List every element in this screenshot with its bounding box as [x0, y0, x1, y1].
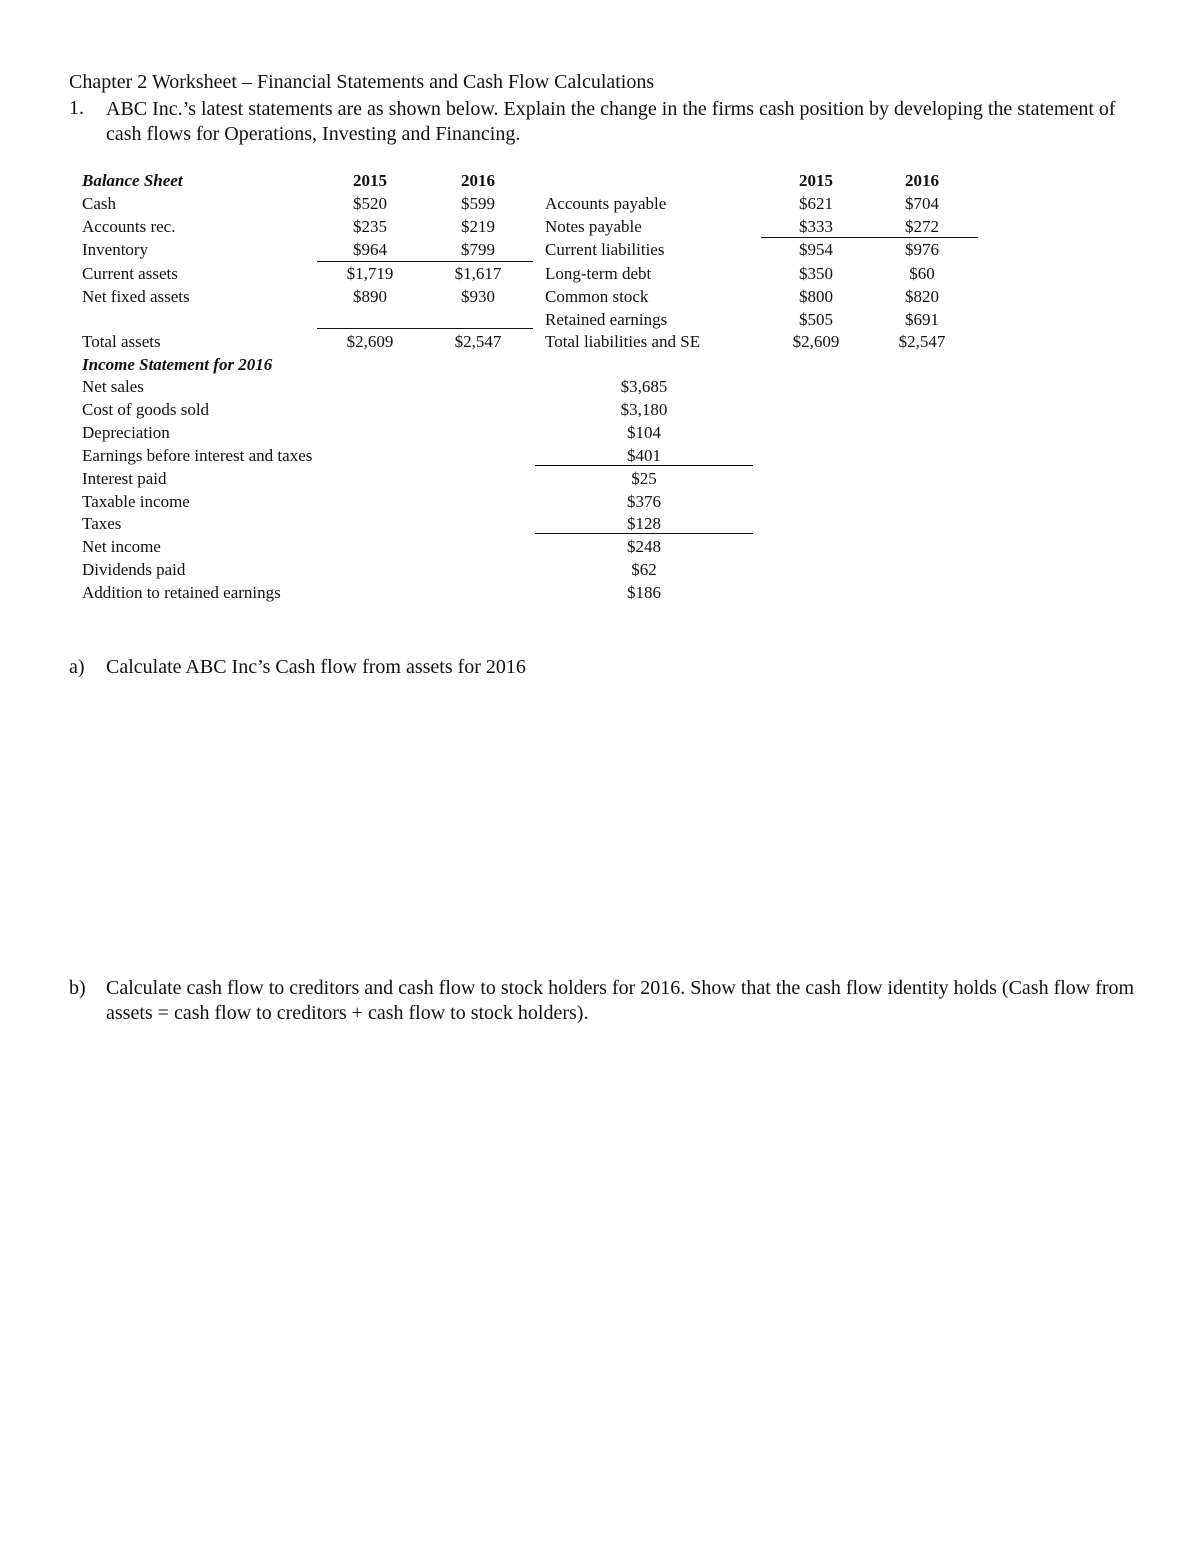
- worksheet-title: Chapter 2 Worksheet – Financial Statements and Cash Flow Calculations: [69, 71, 655, 93]
- liab-label-common-stock: Common stock: [545, 287, 649, 306]
- ebit-rule: [535, 465, 753, 466]
- asset-cash-2015: $520: [353, 194, 387, 213]
- liab-label-current-liabilities: Current liabilities: [545, 240, 665, 259]
- income-statement-title: Income Statement for 2016: [82, 355, 273, 374]
- taxes-rule: [535, 533, 753, 534]
- part-a-text: Calculate ABC Inc’s Cash flow from assets for 2016: [106, 656, 526, 678]
- liab-retained-earnings-2015: $505: [799, 310, 833, 329]
- is-label-ebit: Earnings before interest and taxes: [82, 446, 313, 465]
- question-text: ABC Inc.’s latest statements are as shown below. Explain the change in the firms cash position by developing the statement of cash flows for Operations, Investing and Financing.: [106, 98, 1116, 145]
- assets-subtotal-rule: [317, 261, 533, 262]
- is-taxable-income-value: $376: [627, 492, 661, 511]
- liab-long-term-debt-2015: $350: [799, 264, 833, 283]
- liab-year-2015: 2015: [799, 171, 833, 190]
- balance-sheet-title: Balance Sheet: [82, 171, 183, 190]
- liab-common-stock-2016: $820: [905, 287, 939, 306]
- is-label-addition-retained-earnings: Addition to retained earnings: [82, 583, 281, 602]
- liab-label-long-term-debt: Long-term debt: [545, 264, 652, 283]
- asset-net-fixed-assets-2015: $890: [353, 287, 387, 306]
- asset-inventory-2015: $964: [353, 240, 387, 259]
- is-addition-retained-earnings-value: $186: [627, 583, 661, 602]
- part-a-letter: a): [69, 656, 85, 678]
- question-number: 1.: [69, 97, 84, 119]
- asset-current-assets-2015: $1,719: [346, 264, 394, 283]
- asset-label-accounts-rec: Accounts rec.: [82, 217, 176, 236]
- part-b-text: Calculate cash flow to creditors and cash flow to stock holders for 2016. Show that the cash flow identity holds (Cash flow from assets = cash flow to creditors + cash flow to stock holders).: [106, 977, 1135, 1024]
- is-taxes-value: $128: [627, 514, 661, 533]
- is-cogs-value: $3,180: [620, 400, 668, 419]
- liab-year-2016: 2016: [905, 171, 939, 190]
- asset-net-fixed-assets-2016: $930: [461, 287, 495, 306]
- is-label-depreciation: Depreciation: [82, 423, 170, 442]
- asset-label-net-fixed-assets: Net fixed assets: [82, 287, 190, 306]
- liab-notes-payable-2016: $272: [905, 217, 939, 236]
- is-label-dividends-paid: Dividends paid: [82, 560, 186, 579]
- liab-notes-payable-2015: $333: [799, 217, 833, 236]
- is-ebit-value: $401: [627, 446, 661, 465]
- is-net-income-value: $248: [627, 537, 661, 556]
- liab-current-liabilities-2015: $954: [799, 240, 833, 259]
- assets-total-rule: [317, 328, 533, 329]
- is-dividends-paid-value: $62: [631, 560, 657, 579]
- asset-accounts-rec-2016: $219: [461, 217, 495, 236]
- asset-label-cash: Cash: [82, 194, 116, 213]
- is-label-net-income: Net income: [82, 537, 161, 556]
- liab-long-term-debt-2016: $60: [909, 264, 935, 283]
- asset-label-inventory: Inventory: [82, 240, 149, 259]
- asset-inventory-2016: $799: [461, 240, 495, 259]
- asset-accounts-rec-2015: $235: [353, 217, 387, 236]
- is-label-net-sales: Net sales: [82, 377, 144, 396]
- liab-label-total-liabilities-se: Total liabilities and SE: [545, 332, 701, 351]
- is-net-sales-value: $3,685: [620, 377, 668, 396]
- liab-common-stock-2015: $800: [799, 287, 833, 306]
- is-interest-paid-value: $25: [631, 469, 657, 488]
- assets-year-2016: 2016: [461, 171, 495, 190]
- liab-label-accounts-payable: Accounts payable: [545, 194, 667, 213]
- asset-current-assets-2016: $1,617: [454, 264, 502, 283]
- asset-label-current-assets: Current assets: [82, 264, 178, 283]
- liab-label-retained-earnings: Retained earnings: [545, 310, 668, 329]
- asset-total-assets-2015: $2,609: [346, 332, 394, 351]
- liab-total-liabilities-se-2015: $2,609: [792, 332, 840, 351]
- liab-accounts-payable-2015: $621: [799, 194, 833, 213]
- is-depreciation-value: $104: [627, 423, 661, 442]
- asset-total-assets-2016: $2,547: [454, 332, 502, 351]
- assets-year-2015: 2015: [353, 171, 387, 190]
- is-label-taxes: Taxes: [82, 514, 122, 533]
- liab-label-notes-payable: Notes payable: [545, 217, 642, 236]
- is-label-interest-paid: Interest paid: [82, 469, 167, 488]
- is-label-cogs: Cost of goods sold: [82, 400, 210, 419]
- liab-retained-earnings-2016: $691: [905, 310, 939, 329]
- liab-current-liabilities-2016: $976: [905, 240, 939, 259]
- liab-accounts-payable-2016: $704: [905, 194, 939, 213]
- asset-label-total-assets: Total assets: [82, 332, 161, 351]
- liab-total-liabilities-se-2016: $2,547: [898, 332, 946, 351]
- part-b-letter: b): [69, 977, 86, 999]
- asset-cash-2016: $599: [461, 194, 495, 213]
- liab-subtotal-rule: [761, 237, 978, 238]
- is-label-taxable-income: Taxable income: [82, 492, 190, 511]
